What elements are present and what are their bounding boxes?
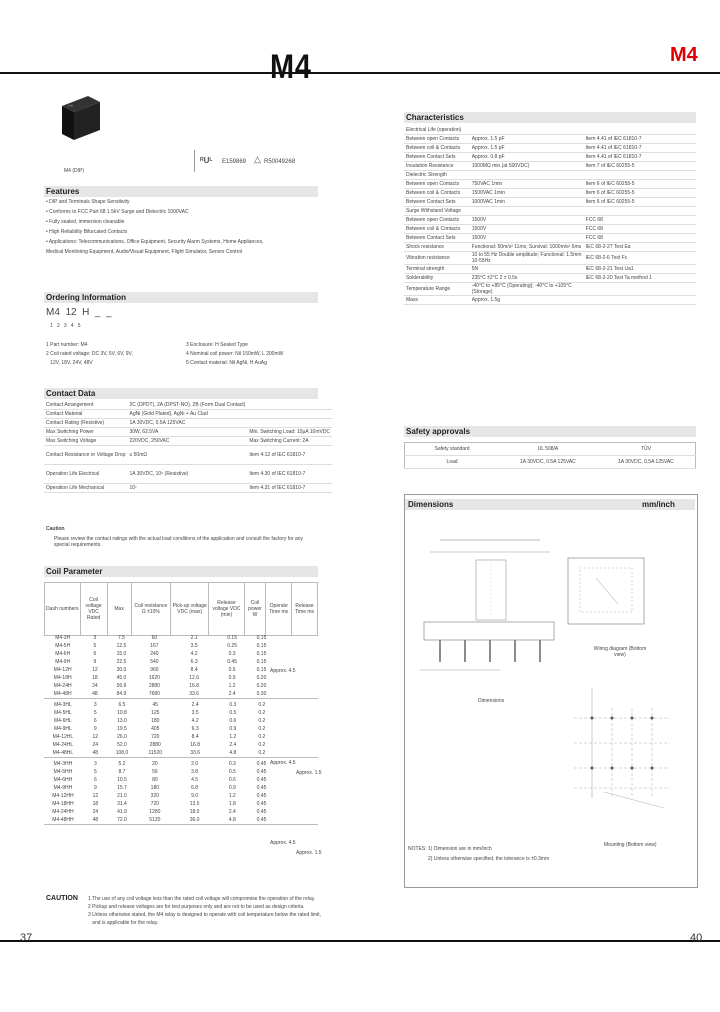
table-row: Dielectric Strength (404, 171, 696, 180)
brand-label: M4 (670, 44, 698, 66)
svg-text:HK: HK (68, 103, 74, 108)
contact-table (44, 401, 332, 493)
ordering-note: 2 Coil rated voltage: DC 3V, 5V, 6V, 9V, (46, 351, 133, 357)
table-row: Between open Contacts 1500V FCC 68 (404, 216, 696, 225)
dimension-notes (408, 846, 549, 866)
table-row: M4-3H 3 7.5 60 2.1 0.15 0.15 (55, 635, 267, 641)
table-row: Contact Arrangement 2C (DPDT), 2A (DPST-NO), 2B (Form Dual Contact) (44, 401, 332, 410)
table-row: M4-24HL 24 52.0 2880 16.8 2.4 0.2 (52, 742, 266, 748)
mounting-label: Mounting (Bottom view) (604, 842, 657, 848)
table-row: M4-18HH 18 31.4 720 13.5 1.8 0.45 (52, 801, 267, 807)
features-heading: Features (46, 187, 80, 196)
table-row: Max Switching Power 30W, 62.5VA Min. Switching Load: 10μA 10mVDC (46, 429, 331, 435)
page-number-left: 37 (20, 932, 33, 944)
table-row: M4-6HH 6 10.5 80 4.5 0.6 0.45 (53, 777, 267, 783)
table-row: M4-9HH 9 15.7 180 6.8 0.9 0.45 (53, 785, 267, 791)
table-header-row: Dash numbers Coil voltage VDC Rated Max Coil resistance Ω ±10% Pick-up voltage VDC (max) Release voltage VDC (min) Coil power W Operate Time ms Release Time ms (45, 583, 318, 636)
table-row: M4-3HH 3 5.2 20 2.0 0.3 0.45 (53, 761, 267, 767)
cert-number: E159869 (222, 159, 247, 165)
ordering-note: 5 Contact material: Nil AgNi, H AuAg (186, 360, 267, 366)
op-time-3: Approx. 4.5 (270, 840, 296, 846)
ordering-positions: 1 2 3 4 5 (50, 323, 81, 329)
ordering-note: 3 Enclosure: H Sealed Type (186, 342, 248, 348)
table-row: M4-48HH 48 72.0 5120 36.0 4.8 0.45 (52, 817, 267, 823)
table-row: Contact Resistance or Voltage Drop ≤ 50mΩ Item 4.12 of IEC 61810-7 (44, 446, 332, 465)
op-time-2: Approx. 4.5 (270, 760, 296, 766)
table-row: Safety standard UL 508/A TÜV (405, 443, 696, 456)
coil-heading: Coil Parameter (46, 567, 103, 576)
features-bar (44, 186, 318, 197)
dimensions-unit: mm/inch (642, 500, 675, 509)
table-row: M4-24H 24 56.9 2880 16.8 1.2 0.20 (53, 683, 267, 689)
contact-heading: Contact Data (46, 389, 96, 398)
cert-number-2: R50049268 (264, 159, 296, 165)
feature-item: • High Reliability Bifurcated Contacts (46, 229, 128, 235)
coil-body (44, 634, 318, 827)
table-row: Between coil & Contacts 1500VAC 1min Item 6 of IEC 60255-5 (404, 189, 696, 198)
safety-heading: Safety approvals (406, 427, 471, 436)
table-row: Load 1A 30VDC, 0.5A 125VAC 1A 30VDC, 0.5A 125VAC (405, 456, 696, 469)
safety-table (404, 442, 696, 469)
table-row: Contact Material AgNi (Gold Plated), AgNi + Au Clad (44, 410, 332, 419)
ordering-note: 12V, 18V, 24V, 48V (46, 360, 93, 366)
table-row: Temperature Range -40°C to +85°C (Operating); -40°C to +105°C (Storage) (404, 283, 696, 296)
ordering-right-notes (186, 342, 283, 369)
table-row: M4-48HL 48 108.0 11520 33.6 4.8 0.2 (52, 750, 266, 756)
page-title: M4 (270, 48, 312, 86)
op-time-1: Approx. 4.5 (270, 668, 296, 674)
table-row: Between open Contacts 750VAC 1min Item 6 of IEC 60255-5 (404, 180, 696, 189)
ordering-code: M4 12 H _ _ (46, 307, 112, 318)
table-row: M4-5HH 5 8.7 56 3.8 0.5 0.45 (53, 769, 267, 775)
tuv-logo: △ (254, 154, 261, 164)
photo-caption: M4 (DIP) (64, 168, 84, 174)
coil-caution-label: CAUTION (46, 895, 78, 902)
ul-logo: ᴿUᴸ (200, 156, 213, 165)
dimension-drawing (410, 530, 580, 690)
table-row: M4-3HL 3 6.5 45 2.4 0.3 0.2 (53, 702, 266, 708)
ordering-note: 1 Part number: M4 (46, 342, 88, 348)
table-row: M4-12HH 12 21.0 320 9.0 1.2 0.45 (52, 793, 267, 799)
characteristics-table (404, 126, 696, 305)
table-row: Solderability 235°C ±2°C 2 ± 0.5s IEC 68-2-20 Test Ta method 1 (404, 274, 696, 283)
contact-caution-text: Please review the contact ratings with the actual load conditions of the application and consult the factory for any special requirements. (54, 536, 304, 548)
dimensions-heading: Dimensions (408, 500, 454, 509)
top-rule (0, 72, 720, 74)
coil-group-1 (44, 634, 318, 699)
page-number-right: 40 (690, 932, 703, 944)
wiring-label: Wiring diagram (Bottom view) (593, 646, 647, 658)
table-row: M4-5HL 5 10.8 125 3.5 0.5 0.2 (53, 710, 266, 716)
rel-time-3: Approx. 1.5 (296, 850, 322, 856)
caution-item: 1 The use of any coil voltage less than the rated coil voltage will compromise the operation of the relay. (88, 896, 316, 902)
table-row: Between coil & Contacts Approx. 1.5 pF Item 4.41 of IEC 61810-7 (404, 144, 696, 153)
coil-group-3 (44, 760, 318, 825)
dimension-label: Dimensions (478, 698, 505, 704)
table-row: M4-18H 18 45.0 1620 12.6 0.9 0.20 (53, 675, 267, 681)
table-row: Electrical Life (operation) (404, 126, 696, 135)
table-row: Contact Rating (Resistive) 1A 30VDC, 0.5A 125VAC (44, 419, 332, 428)
table-row: M4-6HL 6 13.0 180 4.2 0.6 0.2 (53, 718, 266, 724)
top-view-drawing (566, 556, 646, 628)
table-row: Insulation Resistance 1000MΩ min.(at 500VDC) Item 7 of IEC 60255-5 (404, 162, 696, 171)
caution-item: 2 Pickup and release voltages are for test purposes only and are not to be used as design criteria. (88, 904, 305, 910)
feature-item: Medical Monitoring Equipment, Audio/Visual Equipment, Flight Simulator, Sensor Control (46, 249, 243, 255)
rel-time-2: Approx. 1.5 (296, 770, 322, 776)
caution-item: 3 Unless otherwise stated, the M4 relay is designed to operate with coil temperature below the rated limit, (88, 912, 321, 918)
characteristics-heading: Characteristics (406, 113, 464, 122)
table-row: Between Contact Sets 1000VAC 1min Item 6 of IEC 60255-5 (404, 198, 696, 207)
table-row: Max Switching Voltage 220VDC, 250VAC Max Switching Current: 2A (44, 437, 332, 446)
table-row: Terminal strength 5N IEC 68-2-21 Test Ua1 (404, 265, 696, 274)
table-row: M4-9HL 9 19.5 405 6.3 0.9 0.2 (53, 726, 266, 732)
feature-item: • Applications: Telecommunications, Office Equipment, Security Alarm Systems, Home Appliances, (46, 239, 264, 245)
mounting-grid (574, 688, 670, 808)
table-row: Mass Approx. 1.5g (404, 296, 696, 305)
feature-item: • Fully sealed, immersion cleanable (46, 219, 125, 225)
coil-table (44, 582, 318, 636)
coil-cautions (88, 896, 321, 928)
table-row: M4-12H 12 30.0 960 8.4 0.6 0.15 (53, 667, 267, 673)
table-row: M4-12HL 12 26.0 720 8.4 1.2 0.2 (52, 734, 266, 740)
table-row: Between coil & Contacts 1500V FCC 68 (404, 225, 696, 234)
contact-caution-label: Caution (46, 526, 65, 532)
features-list (46, 199, 318, 259)
feature-item: • Conforms to FCC Part 68 1.5kV Surge and Dielectric 1000VAC (46, 209, 189, 215)
note-item: 2) Unless otherwise specified, the tolerance is ±0.3mm (428, 856, 550, 862)
table-row: Shock resistance Functional: 50m/s² 11ms; Survival: 1000m/s² 6ms IEC 68-2-27 Test Ea (404, 243, 696, 252)
table-row: Between open Contacts Approx. 1.5 pF Item 4.41 of IEC 61810-7 (404, 135, 696, 144)
relay-photo (58, 92, 102, 144)
ordering-heading: Ordering Information (46, 293, 126, 302)
table-row: Operation Life Mechanical 10⁷ Item 4.31 of IEC 61810-7 (44, 484, 332, 493)
table-row: Surge Withstand Voltage (404, 207, 696, 216)
table-row: M4-6H 6 15.0 240 4.2 0.3 0.15 (55, 651, 267, 657)
table-row: M4-48H 48 84.9 7680 33.6 2.4 0.30 (53, 691, 267, 697)
table-row: Operation Life Electrical 1A 30VDC, 10⁵ (Resistive) Item 4.30 of IEC 61810-7 (44, 465, 332, 484)
coil-group-2 (44, 701, 318, 758)
caution-item: and is applicable for the relay. (88, 920, 159, 926)
table-row: M4-24HH 24 41.9 1280 18.0 2.4 0.45 (52, 809, 267, 815)
table-row: Vibration resistance 10 to 55 Hz Double amplitude; Functional: 1.5mm 10-55Hz IEC 68-2-6 Test Fc (404, 252, 696, 265)
ordering-note: 4 Nominal coil power: Nil 150mW, L 200mW (186, 351, 284, 357)
table-row: M4-9H 9 22.5 540 6.3 0.45 0.15 (55, 659, 267, 665)
table-row: Between Contact Sets 1500V FCC 68 (404, 234, 696, 243)
table-row: Between Contact Sets Approx. 0.8 pF Item 4.41 of IEC 61810-7 (404, 153, 696, 162)
feature-item: • DIP and Terminals Shape Sensitivity (46, 199, 130, 205)
note-item: NOTES: 1) Dimension are in mm/inch (408, 846, 492, 852)
ordering-left-notes (46, 342, 133, 369)
table-row: M4-5H 5 12.5 167 3.5 0.25 0.15 (55, 643, 267, 649)
bottom-rule (0, 940, 720, 942)
